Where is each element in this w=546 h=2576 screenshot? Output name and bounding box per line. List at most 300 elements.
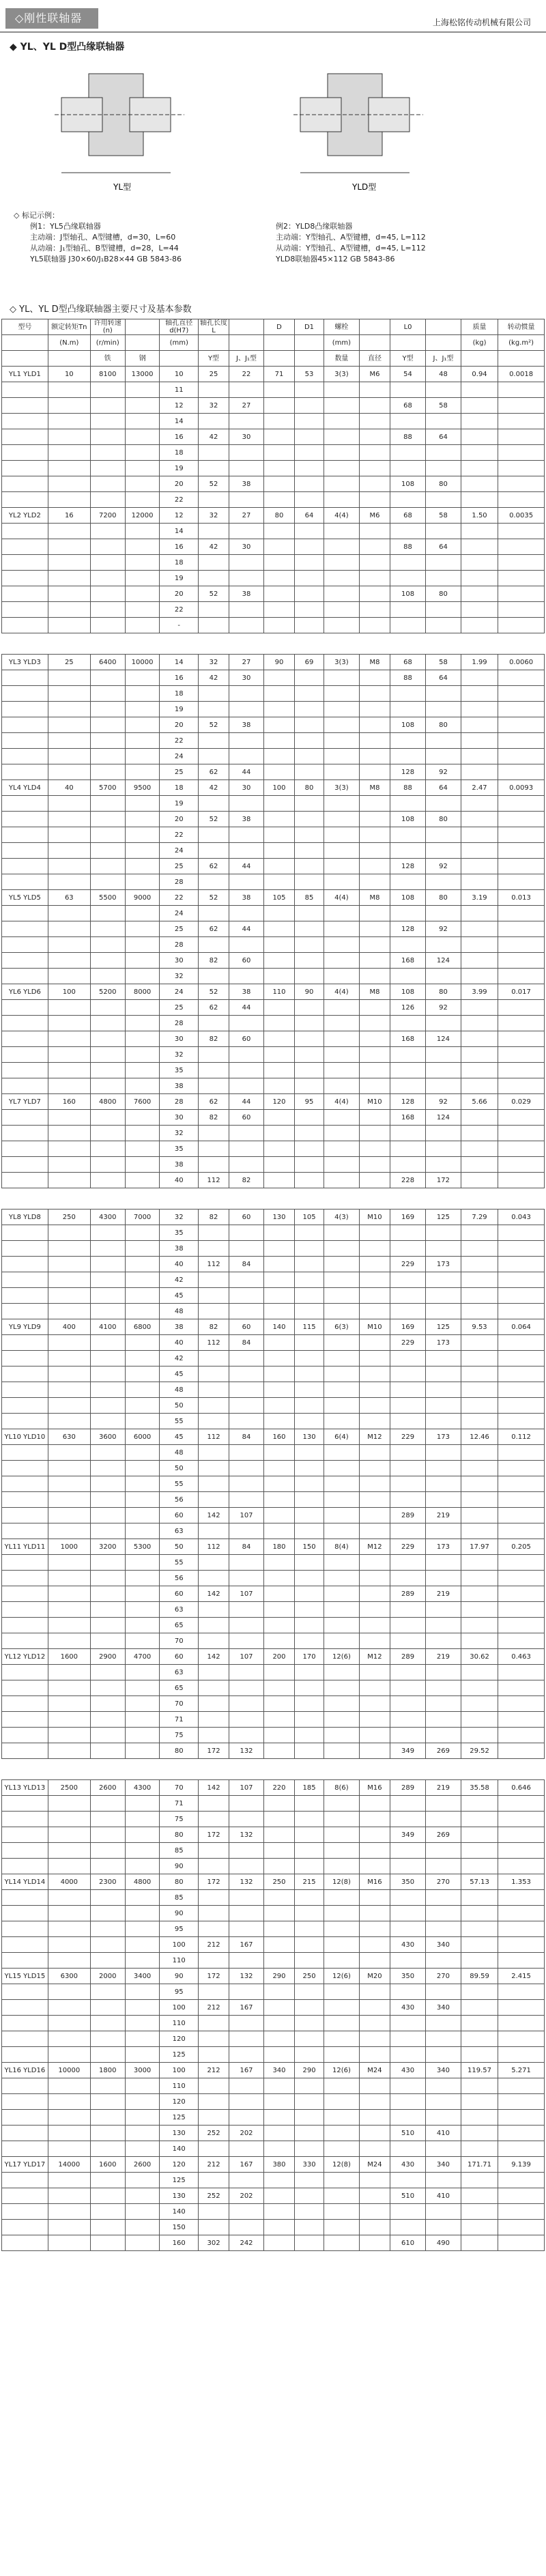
- table-cell: [2, 1078, 48, 1094]
- table-cell: YL10 YLD10: [2, 1429, 48, 1445]
- table-cell: [295, 2047, 324, 2063]
- table-row: [2, 1304, 545, 1319]
- table-cell: [198, 1304, 229, 1319]
- table-cell: 52: [198, 717, 229, 733]
- table-cell: [461, 382, 498, 398]
- table-cell: 10000: [125, 655, 160, 670]
- table-cell: [263, 1953, 294, 1969]
- table-cell: [48, 859, 90, 874]
- table-cell: 108: [390, 586, 426, 602]
- table-cell: [229, 749, 264, 764]
- table-cell: [2, 670, 48, 686]
- table-cell: [324, 733, 359, 749]
- table-row: [2, 937, 545, 953]
- table-cell: [48, 827, 90, 843]
- table-cell: [198, 2110, 229, 2126]
- table-cell: 24: [160, 843, 198, 859]
- table-cell: 126: [390, 1000, 426, 1016]
- table-cell: [498, 1602, 545, 1618]
- table-cell: [90, 874, 125, 890]
- table-cell: [324, 618, 359, 633]
- table-cell: [48, 2000, 90, 2016]
- table-cell: [498, 1257, 545, 1272]
- table-cell: [198, 1288, 229, 1304]
- table-row: [2, 2173, 545, 2188]
- table-cell: 108: [390, 476, 426, 492]
- table-cell: [426, 2047, 461, 2063]
- table-cell: [198, 1665, 229, 1680]
- table-cell: [390, 382, 426, 398]
- table-row: [2, 1796, 545, 1812]
- table-cell: [263, 1078, 294, 1094]
- table-cell: [125, 1796, 160, 1812]
- table-cell: 0.017: [498, 984, 545, 1000]
- table-cell: 40: [160, 1257, 198, 1272]
- table-cell: [90, 969, 125, 984]
- table-cell: [263, 2094, 294, 2110]
- table-cell: [324, 1728, 359, 1743]
- table-cell: [324, 1031, 359, 1047]
- table-cell: [426, 2110, 461, 2126]
- table-cell: 4000: [48, 1874, 90, 1890]
- table-cell: 55: [160, 1476, 198, 1492]
- table-cell: [229, 1445, 264, 1461]
- table-cell: [90, 2094, 125, 2110]
- table-cell: 1.50: [461, 508, 498, 524]
- table-cell: [426, 1633, 461, 1649]
- table-cell: [426, 1602, 461, 1618]
- table-cell: [324, 2110, 359, 2126]
- table-cell: [426, 319, 461, 335]
- table-cell: [90, 1523, 125, 1539]
- table-cell: 80: [263, 508, 294, 524]
- table-cell: [498, 1126, 545, 1141]
- table-cell: [229, 1492, 264, 1508]
- table-cell: [90, 1712, 125, 1728]
- table-cell: 160: [160, 2235, 198, 2251]
- table-cell: [48, 2173, 90, 2188]
- table-cell: 252: [198, 2126, 229, 2141]
- table-cell: [229, 1016, 264, 1031]
- table-cell: [324, 1141, 359, 1157]
- table-cell: [2, 2204, 48, 2220]
- table-cell: [229, 702, 264, 717]
- table-cell: [498, 827, 545, 843]
- table-cell: 92: [426, 921, 461, 937]
- table-cell: [48, 796, 90, 812]
- table-cell: [461, 937, 498, 953]
- table-cell: [48, 2204, 90, 2220]
- table-cell: [324, 1984, 359, 2000]
- table-cell: [125, 602, 160, 618]
- table-cell: [295, 1110, 324, 1126]
- table-cell: [461, 796, 498, 812]
- table-cell: [90, 1492, 125, 1508]
- table-cell: [263, 539, 294, 555]
- table-cell: [426, 2078, 461, 2094]
- table-cell: [461, 859, 498, 874]
- table-row: [2, 461, 545, 476]
- table-cell: [295, 1476, 324, 1492]
- table-cell: 80: [426, 717, 461, 733]
- table-cell: 0.043: [498, 1210, 545, 1225]
- table-cell: 2600: [125, 2157, 160, 2173]
- table-cell: [125, 1110, 160, 1126]
- table-cell: [48, 953, 90, 969]
- table-cell: [324, 1602, 359, 1618]
- table-cell: [48, 2094, 90, 2110]
- table-cell: 24: [160, 749, 198, 764]
- table-cell: [426, 2173, 461, 2188]
- table-cell: [426, 335, 461, 351]
- ex1-line: YL5联轴器 J30×60/J₁B28×44 GB 5843-86: [30, 255, 182, 263]
- table-cell: 125: [426, 1210, 461, 1225]
- table-cell: 38: [160, 1078, 198, 1094]
- table-cell: [229, 1712, 264, 1728]
- table-cell: [125, 2204, 160, 2220]
- table-cell: [498, 1953, 545, 1969]
- table-cell: [359, 796, 390, 812]
- table-cell: [263, 382, 294, 398]
- table-cell: [263, 1445, 294, 1461]
- table-row: [2, 1031, 545, 1047]
- table-row: [2, 953, 545, 969]
- table-cell: [48, 1586, 90, 1602]
- table-cell: [90, 1680, 125, 1696]
- table-cell: 22: [160, 602, 198, 618]
- table-cell: [359, 906, 390, 921]
- table-cell: [390, 1890, 426, 1906]
- table-cell: [390, 1665, 426, 1680]
- table-cell: [498, 906, 545, 921]
- table-cell: 100: [263, 780, 294, 796]
- table-row: [2, 351, 545, 367]
- table-cell: [90, 1126, 125, 1141]
- table-cell: [198, 445, 229, 461]
- table-cell: [198, 1728, 229, 1743]
- table-cell: [263, 492, 294, 508]
- table-cell: [48, 1141, 90, 1157]
- table-cell: [125, 571, 160, 586]
- table-cell: [90, 796, 125, 812]
- table-cell: [390, 2016, 426, 2031]
- table-cell: [2, 921, 48, 937]
- table-cell: 1000: [48, 1539, 90, 1555]
- table-cell: [90, 702, 125, 717]
- table-cell: [295, 2235, 324, 2251]
- table-cell: 250: [48, 1210, 90, 1225]
- table-cell: [263, 733, 294, 749]
- table-cell: [48, 586, 90, 602]
- table-cell: [498, 812, 545, 827]
- table-cell: [48, 382, 90, 398]
- table-cell: [359, 1680, 390, 1696]
- table-cell: 71: [160, 1796, 198, 1812]
- table-cell: 螺栓: [324, 319, 359, 335]
- table-row: [2, 382, 545, 398]
- table-cell: 12(6): [324, 2063, 359, 2078]
- table-cell: [461, 1953, 498, 1969]
- table-cell: [90, 1288, 125, 1304]
- table-cell: 14: [160, 524, 198, 539]
- table-cell: 50: [160, 1539, 198, 1555]
- table-cell: [426, 1063, 461, 1078]
- table-cell: 20: [160, 717, 198, 733]
- table-cell: 80: [160, 1743, 198, 1759]
- table-cell: [498, 702, 545, 717]
- table-cell: 105: [295, 1210, 324, 1225]
- table-cell: [498, 1921, 545, 1937]
- table-cell: [498, 1633, 545, 1649]
- table-cell: [198, 1461, 229, 1476]
- table-cell: [498, 749, 545, 764]
- table-cell: [324, 764, 359, 780]
- table-cell: [263, 1047, 294, 1063]
- yl-diagram: [48, 60, 212, 197]
- table-cell: 17.97: [461, 1539, 498, 1555]
- table-cell: [125, 843, 160, 859]
- table-row: [2, 2157, 545, 2173]
- table-cell: [359, 702, 390, 717]
- table-cell: YL13 YLD13: [2, 1780, 48, 1796]
- table-cell: [295, 1173, 324, 1188]
- table-cell: [426, 1492, 461, 1508]
- table-cell: [498, 539, 545, 555]
- table-cell: [2, 1173, 48, 1188]
- table-cell: 62: [198, 1000, 229, 1016]
- table-cell: [359, 1571, 390, 1586]
- table-cell: [390, 796, 426, 812]
- table-cell: [461, 1225, 498, 1241]
- table-cell: 0.0093: [498, 780, 545, 796]
- table-cell: M12: [359, 1649, 390, 1665]
- table-cell: 22: [160, 827, 198, 843]
- table-cell: [461, 2126, 498, 2141]
- table-cell: 115: [295, 1319, 324, 1335]
- ex1-line: 从动端：J₁型轴孔、B型键槽，d=28，L=44: [30, 244, 179, 253]
- table-cell: 35: [160, 1063, 198, 1078]
- table-cell: [390, 461, 426, 476]
- table-cell: 42: [160, 1272, 198, 1288]
- table-row: [2, 1173, 545, 1188]
- table-cell: 2900: [90, 1649, 125, 1665]
- table-cell: [498, 1000, 545, 1016]
- table-cell: YL9 YLD9: [2, 1319, 48, 1335]
- table-cell: [90, 618, 125, 633]
- table-cell: [461, 1796, 498, 1812]
- table-cell: [498, 670, 545, 686]
- table-cell: 107: [229, 1780, 264, 1796]
- table-cell: [498, 555, 545, 571]
- table-cell: 202: [229, 2126, 264, 2141]
- table-cell: [359, 1461, 390, 1476]
- table-cell: 229: [390, 1335, 426, 1351]
- table-cell: [295, 1492, 324, 1508]
- table-cell: 4(3): [324, 1210, 359, 1225]
- table-cell: [2, 733, 48, 749]
- table-cell: [324, 2173, 359, 2188]
- table-cell: [359, 1031, 390, 1047]
- table-cell: [263, 1665, 294, 1680]
- table-cell: [125, 1843, 160, 1859]
- table-cell: 229: [390, 1429, 426, 1445]
- table-cell: [498, 1728, 545, 1743]
- table-cell: 108: [390, 984, 426, 1000]
- table-cell: [324, 602, 359, 618]
- table-cell: [229, 2110, 264, 2126]
- spec-tables: [0, 319, 546, 2272]
- table-cell: [390, 1366, 426, 1382]
- table-cell: [198, 2078, 229, 2094]
- table-cell: [390, 1859, 426, 1874]
- table-cell: [498, 1743, 545, 1759]
- table-cell: 60: [229, 1031, 264, 1047]
- table-cell: [498, 351, 545, 367]
- table-cell: M10: [359, 1210, 390, 1225]
- table-gap: [0, 633, 546, 654]
- table-cell: 60: [229, 1110, 264, 1126]
- table-cell: [426, 1843, 461, 1859]
- table-cell: [498, 1288, 545, 1304]
- table-cell: [390, 1445, 426, 1461]
- table-cell: [295, 382, 324, 398]
- table-cell: 38: [160, 1319, 198, 1335]
- table-cell: [198, 1047, 229, 1063]
- table-cell: [48, 1618, 90, 1633]
- table-cell: [359, 555, 390, 571]
- table-cell: [359, 686, 390, 702]
- table-cell: [198, 571, 229, 586]
- table-row: [2, 1906, 545, 1921]
- table-cell: [295, 733, 324, 749]
- table-cell: [295, 1523, 324, 1539]
- table-cell: [90, 859, 125, 874]
- table-cell: 10000: [48, 2063, 90, 2078]
- table-row: [2, 921, 545, 937]
- table-cell: [125, 335, 160, 351]
- table-cell: [2, 702, 48, 717]
- table-cell: [461, 555, 498, 571]
- table-cell: [198, 827, 229, 843]
- table-cell: [461, 1812, 498, 1827]
- table-cell: [125, 1523, 160, 1539]
- table-cell: [2, 2110, 48, 2126]
- table-cell: 172: [426, 1173, 461, 1188]
- table-cell: [324, 445, 359, 461]
- table-row: [2, 1827, 545, 1843]
- table-cell: [125, 1827, 160, 1843]
- table-cell: [295, 2173, 324, 2188]
- table-cell: [426, 461, 461, 476]
- table-cell: 12: [160, 508, 198, 524]
- table-cell: [324, 382, 359, 398]
- table-cell: [359, 1272, 390, 1288]
- table-cell: [426, 1921, 461, 1937]
- table-cell: [2, 906, 48, 921]
- table-cell: 58: [426, 655, 461, 670]
- table-cell: [426, 602, 461, 618]
- table-cell: [295, 1984, 324, 2000]
- table-cell: [263, 812, 294, 827]
- table-cell: [198, 2220, 229, 2235]
- table-cell: [324, 1906, 359, 1921]
- table-cell: [498, 1110, 545, 1126]
- table-cell: [324, 1335, 359, 1351]
- table-cell: [229, 733, 264, 749]
- table-cell: [426, 2031, 461, 2047]
- table-cell: [229, 1728, 264, 1743]
- table-cell: [461, 969, 498, 984]
- table-cell: [498, 686, 545, 702]
- table-cell: [461, 1523, 498, 1539]
- table-cell: [198, 1712, 229, 1728]
- table-cell: [359, 618, 390, 633]
- table-cell: [263, 1257, 294, 1272]
- table-cell: [2, 1304, 48, 1319]
- table-cell: [125, 492, 160, 508]
- table-cell: [2, 1063, 48, 1078]
- table-cell: [125, 796, 160, 812]
- table-cell: [359, 1078, 390, 1094]
- table-cell: [324, 843, 359, 859]
- table-cell: 16: [160, 539, 198, 555]
- table-cell: [359, 1728, 390, 1743]
- table-cell: [90, 398, 125, 414]
- table-cell: 0.646: [498, 1780, 545, 1796]
- table-row: [2, 445, 545, 461]
- table-row: [2, 1461, 545, 1476]
- table-cell: [295, 2016, 324, 2031]
- table-cell: [48, 906, 90, 921]
- table-cell: 85: [295, 890, 324, 906]
- table-row: [2, 2078, 545, 2094]
- table-cell: [498, 2047, 545, 2063]
- table-cell: [426, 1047, 461, 1063]
- table-cell: [263, 1602, 294, 1618]
- table-cell: [263, 2047, 294, 2063]
- table-cell: 12(6): [324, 1649, 359, 1665]
- table-cell: 65: [160, 1618, 198, 1633]
- table-cell: [390, 1492, 426, 1508]
- table-cell: 22: [160, 733, 198, 749]
- table-cell: 142: [198, 1508, 229, 1523]
- table-cell: [295, 1906, 324, 1921]
- table-cell: [359, 1953, 390, 1969]
- table-cell: [198, 1571, 229, 1586]
- table-cell: [229, 1812, 264, 1827]
- table-cell: [48, 1859, 90, 1874]
- table-cell: [263, 2204, 294, 2220]
- table-cell: [198, 843, 229, 859]
- table-cell: [390, 1288, 426, 1304]
- table-cell: 88: [390, 429, 426, 445]
- table-row: [2, 508, 545, 524]
- table-cell: M8: [359, 984, 390, 1000]
- table-cell: 85: [160, 1843, 198, 1859]
- table-cell: 107: [229, 1586, 264, 1602]
- table-cell: [498, 1445, 545, 1461]
- table-cell: [359, 2000, 390, 2016]
- table-cell: [498, 2094, 545, 2110]
- table-cell: [324, 1126, 359, 1141]
- table-cell: [90, 1921, 125, 1937]
- table-cell: [48, 492, 90, 508]
- table-cell: 250: [263, 1874, 294, 1890]
- table-cell: [390, 686, 426, 702]
- table-cell: [498, 586, 545, 602]
- table-cell: [125, 1937, 160, 1953]
- table-cell: [324, 555, 359, 571]
